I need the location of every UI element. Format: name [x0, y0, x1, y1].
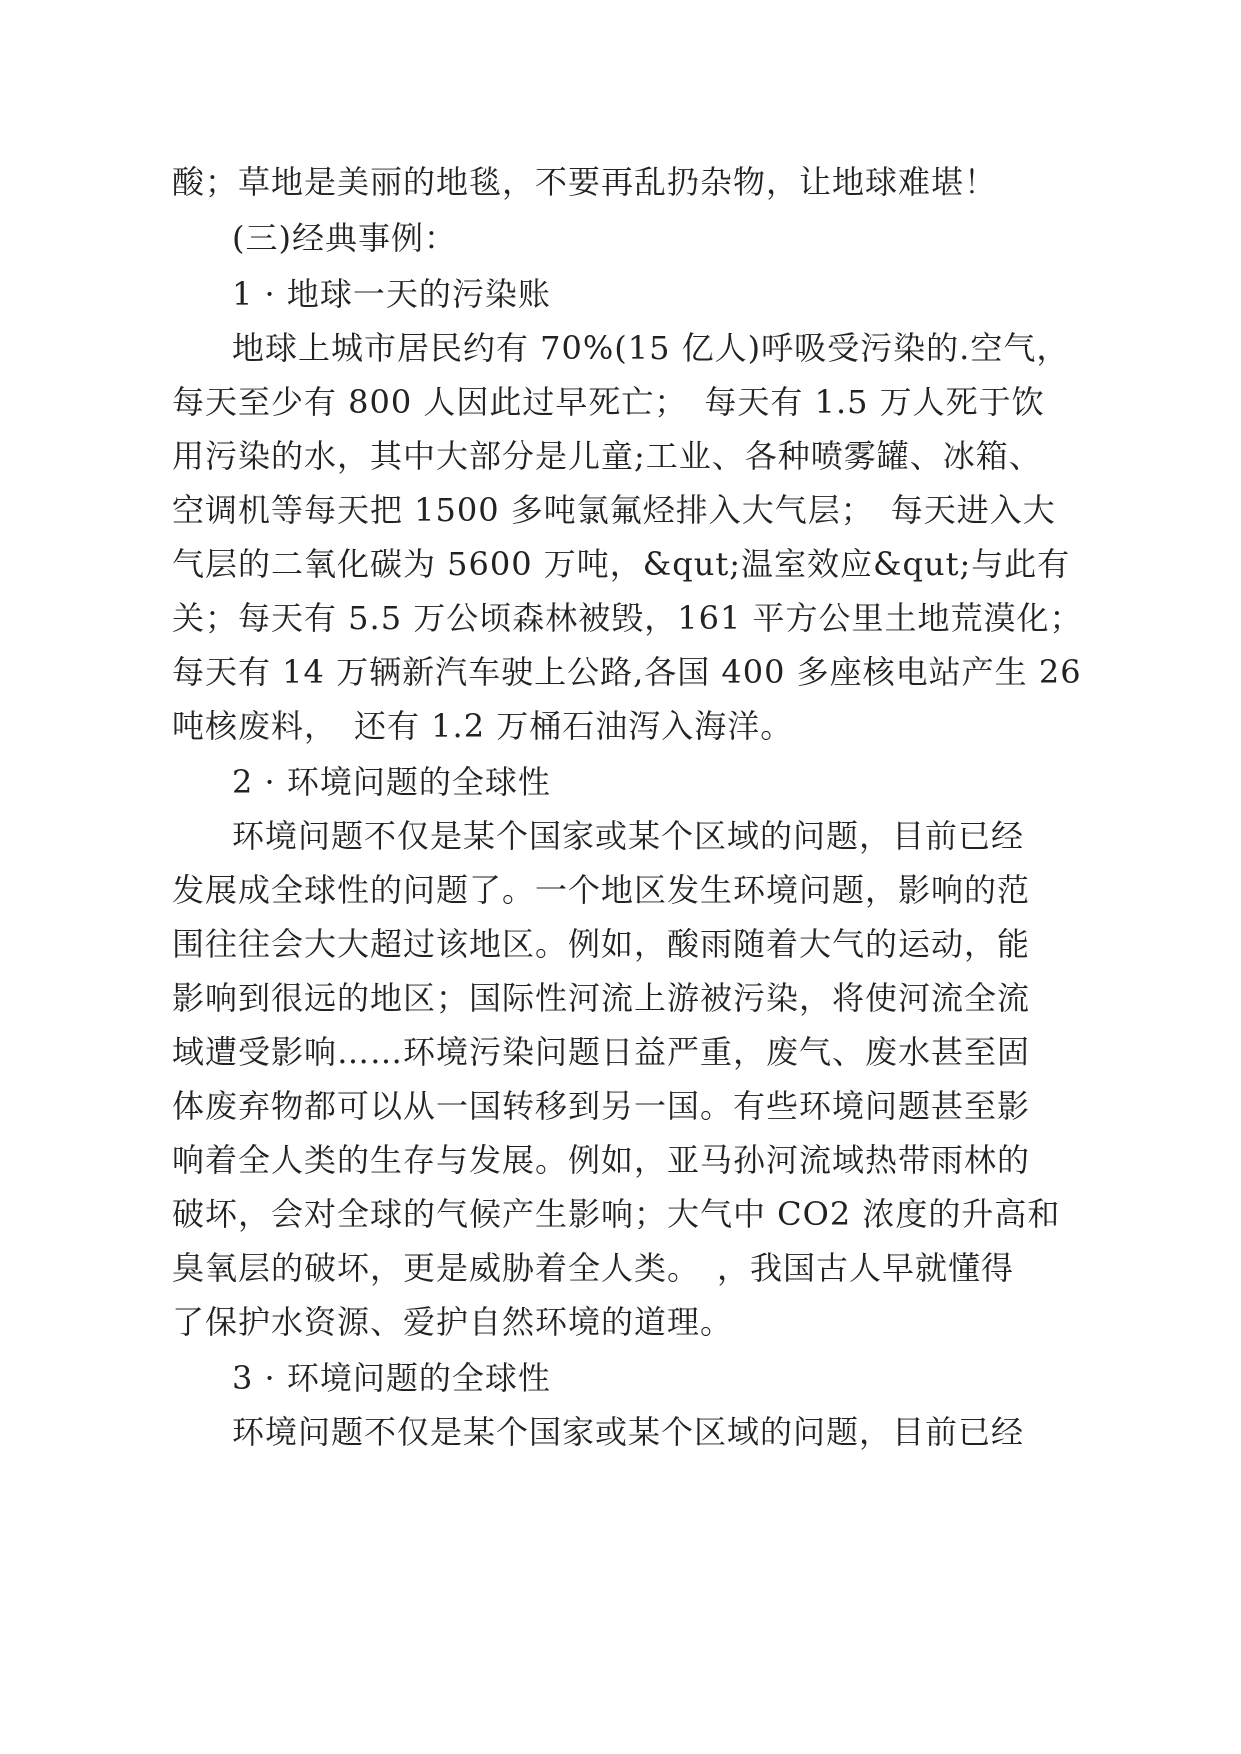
text-line: 用污染的水，其中大部分是儿童;工业、各种喷雾罐、冰箱、: [172, 437, 1042, 475]
text-line: 发展成全球性的问题了。一个地区发生环境问题，影响的范: [172, 871, 1031, 909]
text-line: 环境问题不仅是某个国家或某个区域的问题，目前已经: [232, 817, 1025, 855]
text-line: 破坏，会对全球的气候产生影响；大气中 CO2 浓度的升高和: [172, 1195, 1061, 1233]
text-line: 关；每天有 5.5 万公顷森林被毁，161 平方公里土地荒漠化；: [172, 599, 1083, 637]
text-line: 空调机等每天把 1500 多吨氯氟烃排入大气层； 每天进入大: [172, 491, 1056, 529]
text-line: 影响到很远的地区；国际性河流上游被污染，将使河流全流: [172, 979, 1031, 1017]
text-line: 响着全人类的生存与发展。例如，亚马孙河流域热带雨林的: [172, 1141, 1031, 1179]
text-line: 了保护水资源、爱护自然环境的道理。: [172, 1303, 734, 1341]
text-line: 地球上城市居民约有 70%(15 亿人)呼吸受污染的.空气，: [232, 329, 1070, 367]
item-heading: 1 · 地球一天的污染账: [232, 275, 551, 313]
text-line: 气层的二氧化碳为 5600 万吨，&qut;温室效应&qut;与此有: [172, 545, 1071, 583]
text-line: 体废弃物都可以从一国转移到另一国。有些环境问题甚至影: [172, 1087, 1031, 1125]
section-heading: (三)经典事例：: [232, 219, 457, 257]
item-heading: 3 · 环境问题的全球性: [232, 1359, 551, 1397]
text-line: 臭氧层的破坏，更是威胁着全人类。 ，我国古人早就懂得: [172, 1249, 1015, 1287]
text-line: 每天有 14 万辆新汽车驶上公路,各国 400 多座核电站产生 26: [172, 653, 1082, 691]
text-line: 围往往会大大超过该地区。例如，酸雨随着大气的运动，能: [172, 925, 1031, 963]
text-line: 吨核废料， 还有 1.2 万桶石油泻入海洋。: [172, 707, 794, 745]
text-line: 环境问题不仅是某个国家或某个区域的问题，目前已经: [232, 1413, 1025, 1451]
item-heading: 2 · 环境问题的全球性: [232, 763, 551, 801]
text-line: 酸；草地是美丽的地毯，不要再乱扔杂物，让地球难堪！: [172, 163, 998, 201]
text-line: 每天至少有 800 人因此过早死亡； 每天有 1.5 万人死于饮: [172, 383, 1045, 421]
text-line: 域遭受影响……环境污染问题日益严重，废气、废水甚至固: [172, 1033, 1031, 1071]
